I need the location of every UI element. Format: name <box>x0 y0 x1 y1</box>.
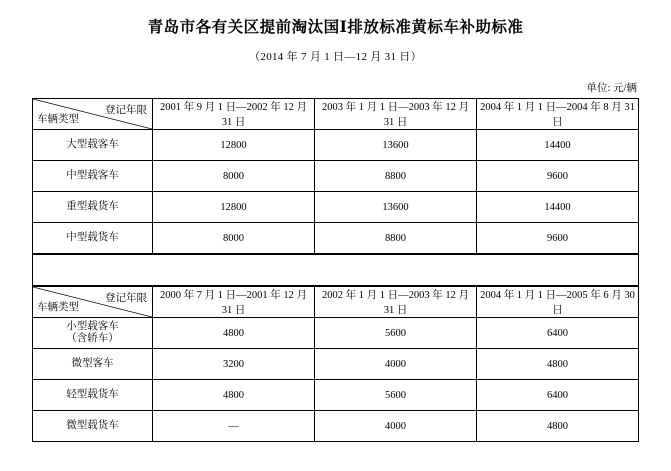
table-cell: 5600 <box>315 380 477 411</box>
table-cell: 14400 <box>477 192 639 223</box>
row-header: 中型载客车 <box>33 161 153 192</box>
table-gap <box>32 254 639 286</box>
row-header: 大型载客车 <box>33 130 153 161</box>
subsidy-table-two <box>32 286 639 442</box>
corner-top-label: 登记年限 <box>105 293 147 305</box>
table-row <box>33 192 639 223</box>
table-cell: 14400 <box>477 130 639 161</box>
table-cell: 9600 <box>477 223 639 254</box>
table-cell: 4800 <box>477 411 639 442</box>
table-cell: 8000 <box>153 223 315 254</box>
table-row <box>33 380 639 411</box>
row-header: 轻型载货车 <box>33 380 153 411</box>
table-cell: 13600 <box>315 130 477 161</box>
table-cell: 3200 <box>153 349 315 380</box>
table-row <box>33 411 639 442</box>
table-cell: 8800 <box>315 161 477 192</box>
table-one-corner-cell <box>33 99 153 130</box>
table-cell: 4800 <box>477 349 639 380</box>
table-cell: 4000 <box>315 349 477 380</box>
table-row <box>33 349 639 380</box>
row-header: 微型载货车 <box>33 411 153 442</box>
page-subtitle: （2014 年 7 月 1 日—12 月 31 日） <box>249 51 422 64</box>
table-cell: 12800 <box>153 192 315 223</box>
table-row <box>33 161 639 192</box>
row-header: 微型客车 <box>33 349 153 380</box>
row-header-line1: 小型载客车 <box>66 321 119 333</box>
page-title: 青岛市各有关区提前淘汰国Ⅰ排放标准黄标车补助标准 <box>147 19 524 36</box>
column-header: 2002 年 1 月 1 日—2003 年 12 月 31 日 <box>315 287 477 318</box>
table-cell: 6400 <box>477 380 639 411</box>
table-cell: 9600 <box>477 161 639 192</box>
row-header: 中型载货车 <box>33 223 153 254</box>
corner-bottom-label: 车辆类型 <box>37 302 79 314</box>
row-header-line2: （含轿车） <box>66 333 119 345</box>
row-header <box>33 318 153 349</box>
table-row <box>33 223 639 254</box>
column-header: 2001 年 9 月 1 日—2002 年 12 月 31 日 <box>153 99 315 130</box>
table-row <box>33 318 639 349</box>
spacer-row <box>33 255 639 286</box>
column-header: 2004 年 1 月 1 日—2004 年 8 月 31 日 <box>477 99 639 130</box>
table-cell: 4000 <box>315 411 477 442</box>
table-header-row <box>33 287 639 318</box>
table-cell: 5600 <box>315 318 477 349</box>
table-cell: 4800 <box>153 318 315 349</box>
table-cell: 13600 <box>315 192 477 223</box>
column-header: 2000 年 7 月 1 日—2001 年 12 月 31 日 <box>153 287 315 318</box>
column-header: 2004 年 1 月 1 日—2005 年 6 月 30 日 <box>477 287 639 318</box>
table-cell: 8800 <box>315 223 477 254</box>
table-cell: — <box>153 411 315 442</box>
table-cell: 4800 <box>153 380 315 411</box>
table-header-row <box>33 99 639 130</box>
spacer-cell <box>33 255 639 286</box>
table-cell: 8000 <box>153 161 315 192</box>
table-cell: 6400 <box>477 318 639 349</box>
corner-top-label: 登记年限 <box>105 105 147 117</box>
table-two-corner-cell <box>33 287 153 318</box>
document-page <box>0 18 671 471</box>
corner-bottom-label: 车辆类型 <box>37 114 79 126</box>
table-cell: 12800 <box>153 130 315 161</box>
unit-note: 单位: 元/辆 <box>586 83 637 95</box>
table-row <box>33 130 639 161</box>
row-header: 重型载货车 <box>33 192 153 223</box>
subsidy-table-one <box>32 98 639 254</box>
column-header: 2003 年 1 月 1 日—2003 年 12 月 31 日 <box>315 99 477 130</box>
